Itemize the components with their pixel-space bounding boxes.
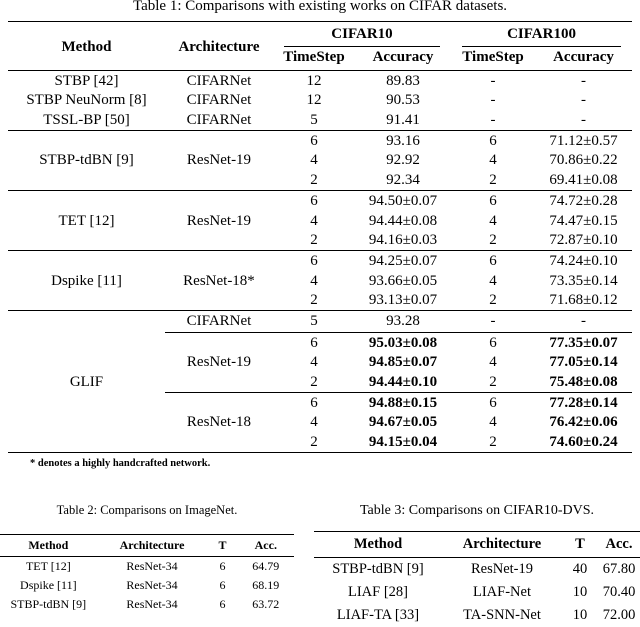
accuracy-cell: 94.50±0.07: [355, 191, 451, 212]
timestep-cell: 4: [310, 414, 318, 431]
table-row: [0, 576, 294, 595]
timestep-cell: 4: [489, 152, 497, 169]
timestep-header: TimeStep: [283, 49, 345, 66]
accuracy-cell: 89.83: [355, 70, 451, 91]
table2-imagenet-comparisons: [0, 534, 294, 614]
timestep-cell: 5: [310, 111, 318, 128]
accuracy-cell: 94.44±0.08: [368, 212, 438, 229]
method-cell: TET [12]: [25, 559, 71, 574]
timestep-cell: 4: [310, 354, 318, 371]
method-cell: GLIF: [8, 311, 165, 453]
timestep-cell: 6: [219, 597, 226, 612]
method-header: Method: [314, 532, 442, 558]
accuracy-cell: -: [535, 311, 632, 332]
accuracy-cell: 93.66±0.05: [368, 272, 438, 289]
table-row: [8, 191, 632, 212]
table-row: [0, 557, 294, 577]
method-cell: LIAF [28]: [347, 584, 408, 601]
accuracy-cell: 92.34: [386, 171, 420, 188]
architecture-cell: ResNet-19: [165, 130, 273, 190]
timestep-cell: -: [490, 111, 496, 128]
accuracy-header: Acc.: [598, 532, 640, 558]
accuracy-cell: 77.28±0.14: [535, 393, 632, 414]
timestep-cell: 12: [273, 70, 355, 91]
architecture-cell: ResNet-18*: [165, 251, 273, 311]
architecture-cell: ResNet-19: [165, 332, 273, 392]
accuracy-header: Acc.: [238, 535, 294, 557]
accuracy-cell: 63.72: [252, 597, 280, 612]
accuracy-cell: 74.60±0.24: [549, 433, 618, 450]
table1-caption: Table 1: Comparisons with existing works on CIFAR datasets.: [132, 0, 508, 14]
timestep-cell: 4: [489, 212, 497, 229]
accuracy-cell: -: [581, 92, 586, 109]
accuracy-cell: 64.79: [252, 559, 280, 574]
timestep-cell: 10: [572, 584, 588, 601]
accuracy-cell: 94.67±0.05: [368, 414, 438, 431]
architecture-cell: CIFARNet: [165, 311, 273, 332]
table-row: [8, 111, 632, 131]
accuracy-cell: 94.85±0.07: [368, 354, 438, 371]
architecture-cell: ResNet-19: [165, 191, 273, 251]
accuracy-cell: 77.35±0.07: [535, 332, 632, 353]
timestep-header: T: [562, 532, 598, 558]
architecture-cell: ResNet-34: [126, 578, 178, 593]
timestep-cell: 4: [489, 354, 497, 371]
accuracy-cell: 72.87±0.10: [549, 231, 618, 248]
table-row: [314, 581, 640, 604]
accuracy-cell: -: [535, 70, 632, 91]
method-cell: STBP-tdBN [9]: [10, 597, 87, 612]
timestep-cell: 6: [273, 191, 355, 212]
timestep-header: TimeStep: [462, 49, 524, 66]
cifar10-group-header: [273, 22, 451, 49]
timestep-cell: 4: [310, 152, 318, 169]
accuracy-cell: 74.72±0.28: [535, 191, 632, 212]
timestep-cell: 6: [219, 578, 226, 593]
cifar10-label: CIFAR10: [284, 26, 440, 47]
accuracy-cell: 73.35±0.14: [549, 272, 618, 289]
timestep-cell: 2: [489, 292, 497, 309]
timestep-cell: 6: [451, 393, 535, 414]
timestep-header: T: [207, 535, 237, 557]
accuracy-cell: 71.12±0.57: [535, 130, 632, 151]
timestep-cell: -: [451, 311, 535, 332]
accuracy-cell: 93.28: [355, 311, 451, 332]
accuracy-cell: -: [581, 111, 586, 128]
accuracy-cell: 93.13±0.07: [368, 292, 438, 309]
table-row: [314, 558, 640, 582]
timestep-cell: 2: [310, 433, 318, 450]
accuracy-cell: 94.88±0.15: [355, 393, 451, 414]
accuracy-cell: 70.40: [602, 584, 636, 601]
timestep-cell: 6: [451, 332, 535, 353]
timestep-cell: -: [490, 92, 496, 109]
timestep-cell: 4: [489, 414, 497, 431]
accuracy-cell: 93.16: [355, 130, 451, 151]
timestep-cell: 4: [310, 212, 318, 229]
accuracy-cell: 67.80: [602, 561, 636, 578]
table1-cifar-comparisons: [8, 21, 632, 453]
accuracy-cell: 74.47±0.15: [549, 212, 618, 229]
accuracy-cell: 94.44±0.10: [368, 373, 438, 390]
timestep-cell: 2: [489, 171, 497, 188]
table-row: [8, 130, 632, 151]
accuracy-cell: 68.19: [252, 578, 280, 593]
timestep-cell: 40: [572, 561, 588, 578]
method-header: Method: [0, 535, 97, 557]
method-header: Method: [8, 22, 165, 71]
method-cell: LIAF-TA [33]: [336, 607, 420, 624]
timestep-cell: 4: [489, 272, 497, 289]
cifar100-group-header: [451, 22, 632, 49]
accuracy-cell: 94.15±0.04: [368, 433, 438, 450]
table3-column: [314, 503, 640, 627]
timestep-cell: 6: [273, 130, 355, 151]
timestep-cell: 6: [273, 332, 355, 353]
accuracy-cell: 75.48±0.08: [549, 373, 618, 390]
accuracy-cell: 94.16±0.03: [368, 231, 438, 248]
table3-header-row: [314, 532, 640, 558]
method-cell: Dspike [11]: [8, 251, 165, 311]
timestep-cell: 2: [310, 373, 318, 390]
architecture-cell: TA-SNN-Net: [463, 607, 541, 624]
cifar100-label: CIFAR100: [462, 26, 621, 47]
table2-header-row: [0, 535, 294, 557]
accuracy-header: Accuracy: [553, 49, 614, 66]
method-cell: STBP-tdBN [9]: [332, 561, 424, 578]
method-cell: TET [12]: [8, 191, 165, 251]
table1-header-row-1: [8, 22, 632, 49]
accuracy-cell: 77.05±0.14: [549, 354, 618, 371]
timestep-cell: 6: [273, 251, 355, 272]
architecture-cell: ResNet-19: [470, 561, 533, 578]
accuracy-cell: 76.42±0.06: [549, 414, 618, 431]
table3-cifar10dvs-comparisons: [314, 531, 640, 627]
table-row: [8, 251, 632, 272]
architecture-cell: CIFARNet: [186, 92, 252, 109]
table-row: [8, 91, 632, 110]
method-cell: Dspike [11]: [20, 578, 77, 593]
method-cell: STBP-tdBN [9]: [8, 130, 165, 190]
table-row: [0, 595, 294, 614]
accuracy-cell: 71.68±0.12: [549, 292, 618, 309]
timestep-cell: 10: [572, 607, 588, 624]
accuracy-cell: 92.92: [386, 152, 420, 169]
timestep-cell: 6: [451, 130, 535, 151]
table1-footnote: * denotes a highly handcrafted network.: [30, 458, 211, 470]
accuracy-cell: 90.53: [386, 92, 420, 109]
accuracy-cell: 70.86±0.22: [549, 152, 618, 169]
timestep-cell: 2: [489, 373, 497, 390]
architecture-cell: ResNet-34: [126, 597, 178, 612]
method-cell: STBP NeuNorm [8]: [26, 92, 147, 109]
accuracy-cell: 91.41: [386, 111, 420, 128]
timestep-cell: 6: [273, 393, 355, 414]
method-cell: TSSL-BP [50]: [43, 111, 130, 128]
accuracy-cell: 72.00: [602, 607, 636, 624]
accuracy-cell: 69.41±0.08: [549, 171, 618, 188]
table2-column: [0, 503, 294, 627]
architecture-header: Architecture: [97, 535, 208, 557]
timestep-cell: 2: [310, 171, 318, 188]
architecture-cell: LIAF-Net: [473, 584, 531, 601]
timestep-cell: 2: [310, 292, 318, 309]
table-row: [8, 311, 632, 332]
timestep-cell: 6: [219, 559, 226, 574]
table-row: [8, 70, 632, 91]
table-row: [314, 604, 640, 627]
timestep-cell: 2: [489, 433, 497, 450]
accuracy-cell: 74.24±0.10: [535, 251, 632, 272]
accuracy-cell: 94.25±0.07: [355, 251, 451, 272]
bottom-tables-section: [0, 503, 640, 627]
architecture-header: Architecture: [442, 532, 562, 558]
table2-caption: Table 2: Comparisons on ImageNet.: [56, 503, 238, 518]
architecture-header: Architecture: [165, 22, 273, 71]
timestep-cell: -: [451, 70, 535, 91]
architecture-cell: ResNet-18: [165, 393, 273, 453]
accuracy-cell: 95.03±0.08: [355, 332, 451, 353]
timestep-cell: 2: [310, 231, 318, 248]
architecture-cell: CIFARNet: [186, 111, 252, 128]
timestep-cell: 4: [310, 272, 318, 289]
table3-caption: Table 3: Comparisons on CIFAR10-DVS.: [359, 503, 595, 519]
timestep-cell: 2: [489, 231, 497, 248]
timestep-cell: 6: [451, 251, 535, 272]
timestep-cell: 6: [451, 191, 535, 212]
accuracy-header: Accuracy: [372, 49, 434, 66]
architecture-cell: CIFARNet: [165, 70, 273, 91]
timestep-cell: 12: [306, 92, 322, 109]
method-cell: STBP [42]: [8, 70, 165, 91]
timestep-cell: 5: [273, 311, 355, 332]
architecture-cell: ResNet-34: [126, 559, 178, 574]
